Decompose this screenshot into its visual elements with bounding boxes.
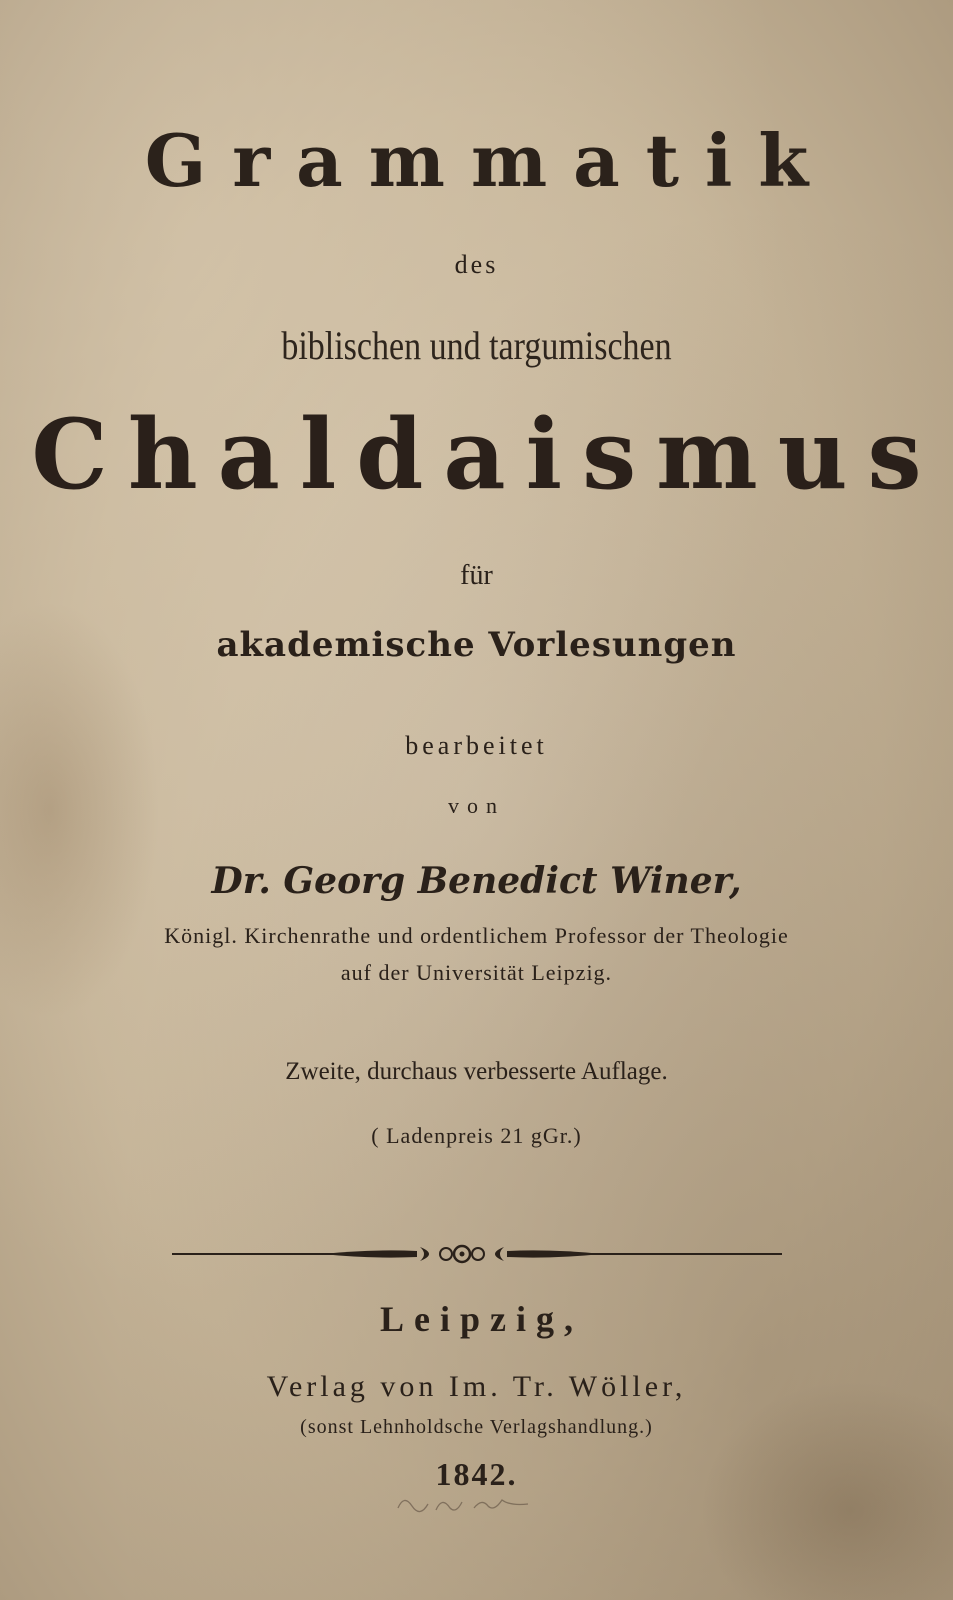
ornamental-rule: [172, 1240, 782, 1268]
connector-bearbeitet: bearbeitet: [405, 731, 548, 760]
edition-note: Zweite, durchaus verbesserte Auflage.: [285, 1058, 668, 1085]
connector-des: des: [454, 250, 499, 279]
author-affiliation-2: auf der Universität Leipzig.: [340, 960, 613, 985]
connector-fuer: für: [460, 560, 493, 591]
publisher: Verlag von Im. Tr. Wöller,: [266, 1370, 687, 1403]
publication-place: Leipzig,: [380, 1299, 583, 1339]
publisher-former-name: (sonst Lehnholdsche Verlagshandlung.): [300, 1416, 653, 1438]
author-name: Dr. Georg Benedict Winer,: [211, 860, 742, 902]
price-note: ( Ladenpreis 21 gGr.): [371, 1123, 582, 1148]
handwritten-signature: [390, 1488, 540, 1518]
publication-year: 1842.: [435, 1456, 518, 1492]
title-grammatik: Grammatik: [144, 118, 835, 203]
connector-von: von: [448, 793, 505, 818]
subtitle: biblischen und targumischen: [281, 323, 672, 368]
purpose-line: akademische Vorlesungen: [216, 625, 737, 665]
author-affiliation-1: Königl. Kirchenrathe und ordentlichem Professor der Theologie: [164, 923, 789, 948]
main-title: Chaldaismus: [31, 398, 942, 511]
